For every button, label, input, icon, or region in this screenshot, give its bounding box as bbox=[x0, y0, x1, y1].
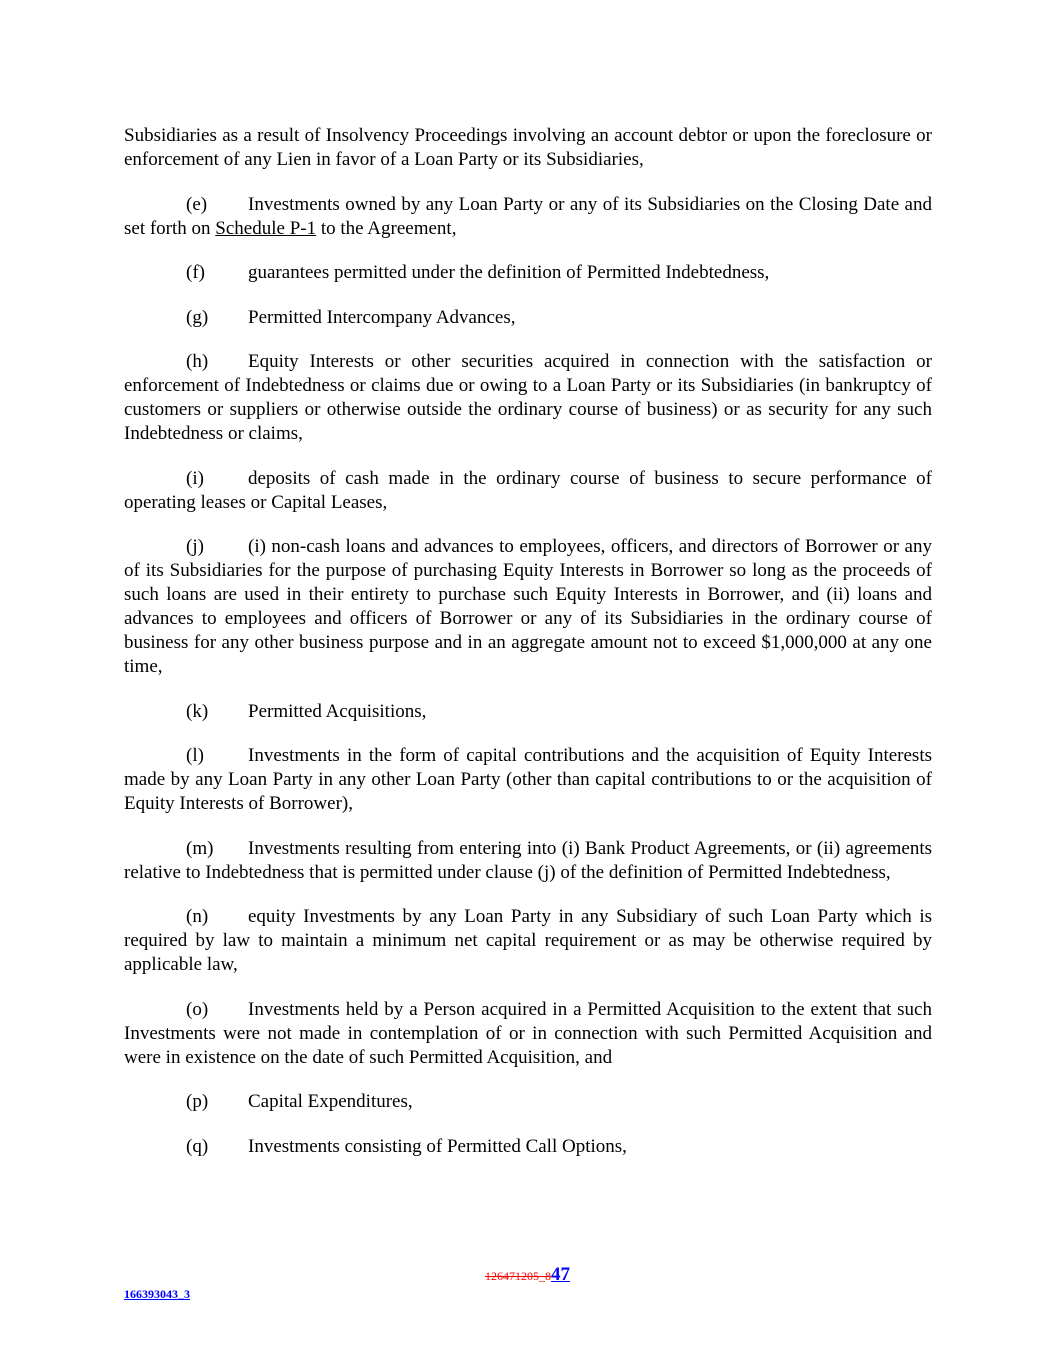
item-text: Capital Expenditures, bbox=[248, 1091, 413, 1112]
schedule-reference: Schedule P-1 bbox=[215, 217, 317, 239]
item-text: equity Investments by any Loan Party in any Subsidiary of such Loan Party which is required by law to maintain a minimum net capital requirement or as may be otherwise required by applicable law, bbox=[124, 906, 932, 975]
item-label: (g) bbox=[186, 306, 209, 328]
item-label: (f) bbox=[186, 262, 205, 283]
document-body bbox=[124, 124, 932, 1179]
item-n bbox=[124, 905, 932, 977]
item-m bbox=[124, 837, 932, 885]
item-label: (h) bbox=[186, 351, 209, 372]
item-label: (q) bbox=[186, 1135, 209, 1157]
page-number bbox=[0, 1264, 1055, 1286]
item-label: (j) bbox=[186, 536, 204, 557]
item-label: (l) bbox=[186, 745, 204, 766]
item-label: (e) bbox=[186, 193, 208, 215]
item-text: Investments held by a Person acquired in a Permitted Acquisition to the extent that such Investments were not made in contemplation of or in connection with such Permitted Acquisition and were in existence on the date of such Permitted Acquisition, and bbox=[124, 998, 932, 1068]
item-text: Investments owned by any Loan Party or any of its Subsidiaries on the Closing Date and set forth on bbox=[124, 193, 932, 239]
item-l bbox=[124, 744, 932, 816]
item-i bbox=[124, 467, 932, 515]
item-g bbox=[124, 306, 932, 330]
item-text: Investments in the form of capital contributions and the acquisition of Equity Interests made by any Loan Party in any other Loan Party (other than capital contributions to or the acquisition of Equity Interests of Borrower), bbox=[124, 745, 932, 814]
item-label: (i) bbox=[186, 467, 204, 489]
item-label: (n) bbox=[186, 906, 209, 927]
item-text: Permitted Intercompany Advances, bbox=[248, 306, 516, 328]
item-q bbox=[124, 1135, 932, 1159]
deleted-page-number: 126471205_8 bbox=[485, 1269, 551, 1283]
item-label: (o) bbox=[186, 998, 209, 1020]
item-text: (i) non-cash loans and advances to employees, officers, and directors of Borrower or any of its Subsidiaries for the purpose of purchasing Equity Interests in Borrower so long as the proceeds of such loans are used in their entirety to purchase such Equity Interests in Borrower, and (ii) loans and advances to employees and officers of Borrower or any of its Subsidiaries in the ordinary course of business for any other business purpose and in an aggregate amount not to exceed $1,000,000 at any one time, bbox=[124, 536, 932, 677]
item-text: Equity Interests or other securities acquired in connection with the satisfaction or enforcement of Indebtedness or claims due or owing to a Loan Party or its Subsidiaries (in bankruptcy of customers or suppliers or otherwise outside the ordinary course of business) or as security for any such Indebtedness or claims, bbox=[124, 351, 932, 444]
item-label: (k) bbox=[186, 700, 209, 722]
item-e bbox=[124, 193, 932, 241]
item-text: Investments consisting of Permitted Call Options, bbox=[248, 1135, 627, 1157]
inserted-page-number: 47 bbox=[551, 1264, 570, 1285]
item-f bbox=[124, 261, 932, 285]
item-text: Permitted Acquisitions, bbox=[248, 700, 427, 722]
item-text: to the Agreement, bbox=[316, 217, 457, 239]
item-k bbox=[124, 700, 932, 724]
item-label: (m) bbox=[186, 837, 214, 859]
item-text: guarantees permitted under the definition of Permitted Indebtedness, bbox=[248, 262, 770, 283]
item-o bbox=[124, 998, 932, 1070]
item-j bbox=[124, 535, 932, 679]
item-label: (p) bbox=[186, 1091, 209, 1112]
intro-paragraph: Subsidiaries as a result of Insolvency Proceedings involving an account debtor or upon the foreclosure or enforcement of any Lien in favor of a Loan Party or its Subsidiaries, bbox=[124, 125, 932, 170]
item-text: Investments resulting from entering into (i) Bank Product Agreements, or (ii) agreements relative to Indebtedness that is permitted under clause (j) of the definition of Permitted Indebtedness, bbox=[124, 837, 932, 883]
item-h bbox=[124, 350, 932, 446]
item-p bbox=[124, 1090, 932, 1114]
document-id: 166393043_3 bbox=[124, 1287, 190, 1301]
item-text: deposits of cash made in the ordinary course of business to secure performance of operating leases or Capital Leases, bbox=[124, 467, 932, 513]
